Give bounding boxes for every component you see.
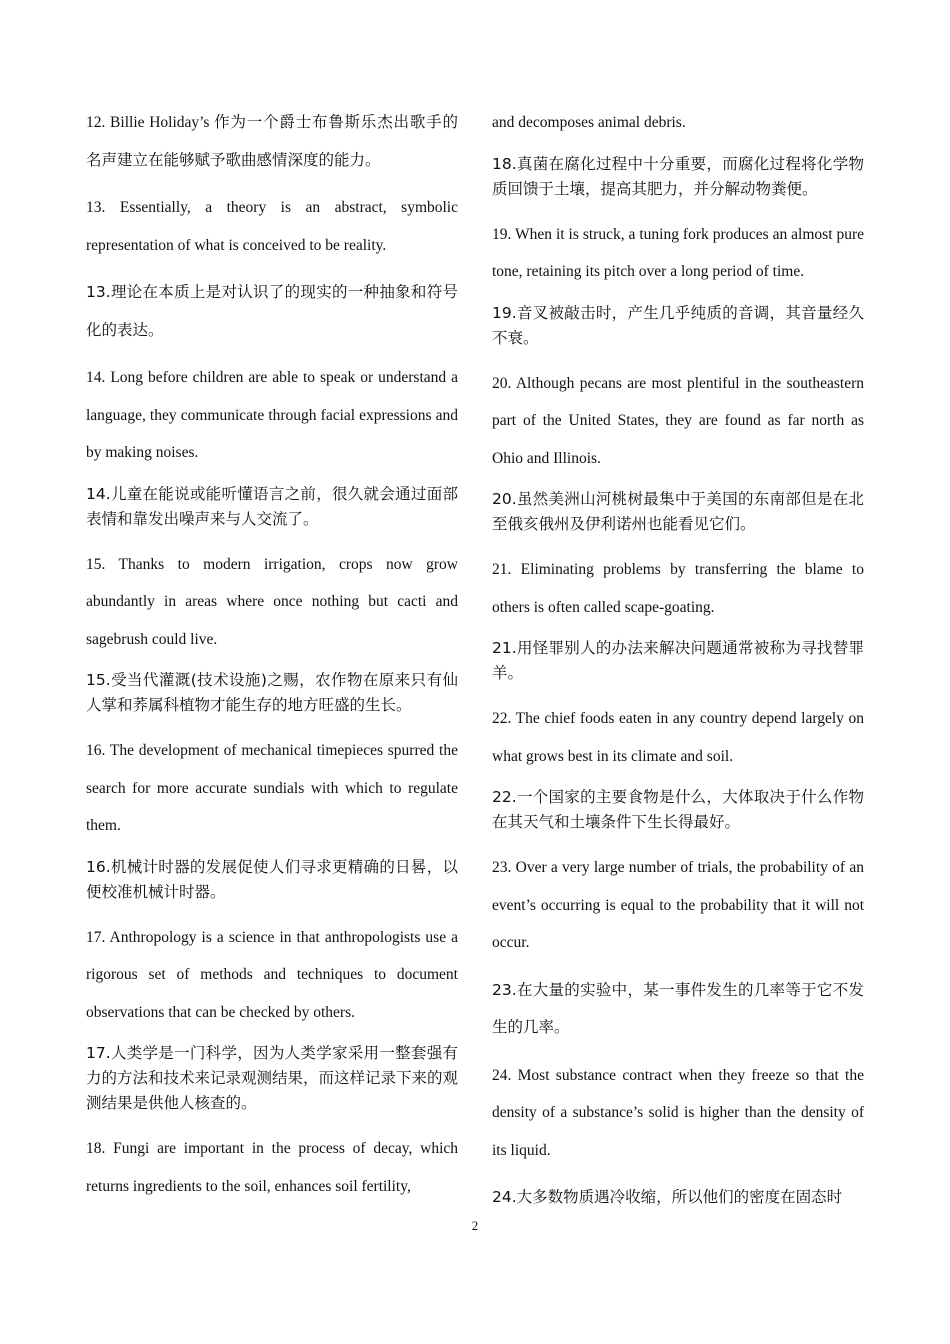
chinese-translation: 20.虽然美洲山河桃树最集中于美国的东南部但是在北至俄亥俄州及伊利诺州也能看见它们。 — [492, 490, 864, 533]
chinese-translation: 16.机械计时器的发展促使人们寻求更精确的日晷，以便校准机械计时器。 — [86, 857, 458, 901]
english-paragraph: 12. Billie Holiday’s 作为一个爵士布鲁斯乐杰出歌手的名声建立在能够赋予歌曲感情深度的能力。 — [86, 114, 458, 169]
english-paragraph: 16. The development of mechanical timepieces spurred the search for more accurate sundials with which to regulate them. — [86, 742, 458, 834]
chinese-translation: 24.大多数物质遇冷收缩，所以他们的密度在固态时 — [492, 1188, 843, 1206]
chinese-translation: 14.儿童在能说或能听懂语言之前，很久就会通过面部表情和靠发出噪声来与人交流了。 — [86, 484, 458, 528]
chinese-translation: 17.人类学是一门科学，因为人类学家采用一整套强有力的方法和技术来记录观测结果，而这样记录下来的观测结果是供他人核查的。 — [86, 1044, 459, 1112]
chinese-translation: 22.一个国家的主要食物是什么，大体取决于什么作物在其天气和土壤条件下生长得最好。 — [492, 788, 864, 831]
english-paragraph: 21. Eliminating problems by transferring the blame to others is often called scape-goating. — [492, 561, 864, 616]
right-column — [492, 104, 864, 1227]
chinese-translation: 15.受当代灌溉(技术设施)之赐，农作物在原来只有仙人掌和荞属科植物才能生存的地方旺盛的生长。 — [86, 671, 458, 714]
chinese-translation: 21.用怪罪别人的办法来解决问题通常被称为寻找替罪羊。 — [492, 639, 864, 682]
english-paragraph: and decomposes animal debris. — [492, 114, 686, 131]
english-paragraph: 17. Anthropology is a science in that anthropologists use a rigorous set of methods and techniques to document observations that can be checked by others. — [86, 928, 458, 1021]
english-paragraph: 14. Long before children are able to speak or understand a language, they communicate through facial expressions and by making noises. — [86, 369, 458, 461]
english-paragraph: 19. When it is struck, a tuning fork produces an almost pure tone, retaining its pitch over a long period of time. — [492, 225, 864, 280]
chinese-translation: 23.在大量的实验中，某一事件发生的几率等于它不发生的几率。 — [492, 980, 864, 1036]
english-paragraph: 23. Over a very large number of trials, the probability of an event’s occurring is equal to the probability that it will not occur. — [492, 859, 864, 951]
english-paragraph: 22. The chief foods eaten in any country depend largely on what grows best in its climate and soil. — [492, 710, 864, 765]
chinese-translation: 18.真菌在腐化过程中十分重要，而腐化过程将化学物质回馈于土壤，提高其肥力，并分解动物粪便。 — [492, 154, 864, 198]
english-paragraph: 24. Most substance contract when they freeze so that the density of a substance’s solid is higher than the density of its liquid. — [492, 1066, 864, 1159]
left-column — [86, 104, 458, 1215]
english-paragraph: 15. Thanks to modern irrigation, crops now grow abundantly in areas where once nothing but cacti and sagebrush could live. — [86, 555, 458, 648]
page-number: 2 — [471, 1218, 479, 1233]
english-paragraph: 13. Essentially, a theory is an abstract, symbolic representation of what is conceived to be reality. — [86, 199, 458, 254]
chinese-translation: 19.音叉被敲击时，产生几乎纯质的音调，其音量经久不衰。 — [492, 303, 864, 347]
chinese-translation: 13.理论在本质上是对认识了的现实的一种抽象和符号化的表达。 — [86, 283, 458, 339]
english-paragraph: 18. Fungi are important in the process of decay, which returns ingredients to the soil, enhances soil fertility, — [86, 1140, 458, 1195]
english-paragraph: 20. Although pecans are most plentiful in the southeastern part of the United States, they are found as far north as Ohio and Illinois. — [492, 374, 864, 467]
